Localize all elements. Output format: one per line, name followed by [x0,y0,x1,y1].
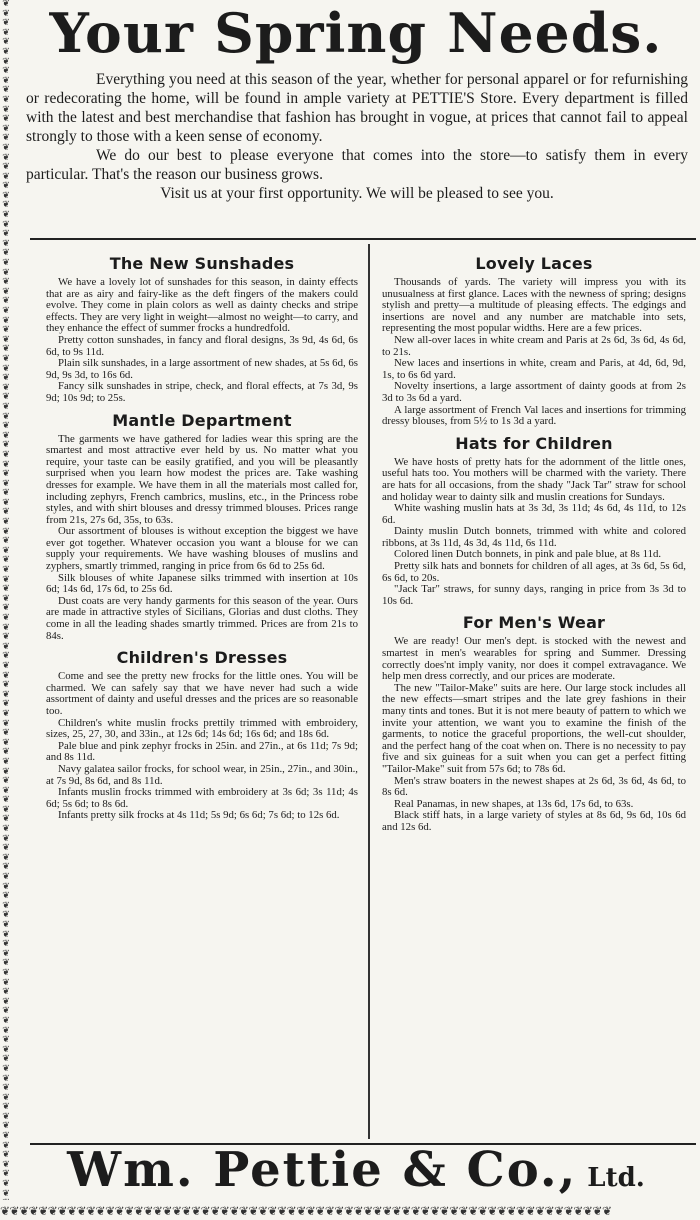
section-paragraph: Pale blue and pink zephyr frocks in 25in. and 27in., at 6s 11d; 7s 9d; and 8s 11d. [46,739,358,764]
section-paragraph: Black stiff hats, in a large variety of styles at 8s 6d, 9s 6d, 10s 6d and 12s 6d. [382,809,686,833]
section-paragraph: New laces and insertions in white, cream and Paris, at 4d, 6d, 9d, 1s, to 6s 6d yard. [382,357,686,381]
section-paragraph: A large assortment of French Val laces and insertions for trimming dressy blouses, from 5½ to 1s 3d a yard. [382,403,686,428]
right-column [374,240,696,1143]
section-paragraph: Thousands of yards. The variety will impress you with its unusualness at first glance. Laces with the newness of spring; designs stylish and pretty—a multitude of pleasing effects. The edgings and insertions are novel and any number are matchable into sets, representing the most popular widths. Here are a few prices. [382,276,686,335]
section-sunshades [46,254,358,405]
section-title: Lovely Laces [475,254,593,273]
intro-paragraph: Visit us at your first opportunity. We will be pleased to see you. [160,185,554,202]
left-column [30,240,366,1143]
section-lovely-laces [382,254,686,428]
section-paragraph: The garments we have gathered for ladies wear this spring are the smartest and most attractive ever held by us. No matter what you require, your taste can be easily gratified, and you will be pleasantly surprised when you learn how modest the prices are. Take washing dresses for example. We have them in all the materials most called for, including zephyrs, French cambrics, muslins, etc., in the Princess robe styles, and with shirt blouses and dressy trimmed blouses. Prices range from 21s, 27s 6d, 35s, to 63s. [46,432,358,526]
section-title: Hats for Children [455,433,613,453]
section-paragraph: Infants pretty silk frocks at 4s 11d; 5s 9d; 6s 6d; 7s 6d; to 12s 6d. [58,809,340,822]
section-paragraph: Dust coats are very handy garments for this season of the year. Ours are made in attractive styles of Sicilians, Glorias and dust cloths. They come in all the leading shades smartly trimmed. Prices are from 21s to 84s. [46,594,358,642]
section-paragraph: Navy galatea sailor frocks, for school wear, in 25in., 27in., and 30in., at 7s 9d, 8s 6d, and 8s 11d. [46,762,358,787]
section-childrens-dresses [46,648,358,822]
section-paragraph: New all-over laces in white cream and Paris at 2s 6d, 3s 6d, 4s 6d, to 21s. [382,333,686,358]
headline: Your Spring Needs. [49,1,663,65]
column-divider [368,244,370,1139]
company-signature [16,1142,696,1202]
section-hats-for-children [382,434,686,608]
section-paragraph: We have a lovely lot of sunshades for this season, in dainty effects that are as airy and fairy-like as the deft fingers of the makers could evolve. They come in plain colors as well as dainty checks and stripe effects. They are very light in weight—almost no weight—to carry, and they enhance the effect of summer frocks a hundredfold. [46,276,358,335]
company-name: Wm. Pettie & Co., [67,1142,578,1198]
section-mens-wear [382,613,686,833]
section-paragraph: "Jack Tar" straws, for sunny days, ranging in price from 3s 3d to 10s 6d. [382,583,686,607]
intro-paragraph: We do our best to please everyone that comes into the store—to satisfy them in every particular. That's the reason our business grows. [26,147,688,183]
ornament-border-left: ❦ ❦ ❦ ❦ ❦ ❦ ❦ ❦ ❦ ❦ ❦ ❦ ❦ ❦ ❦ ❦ ❦ ❦ ❦ ❦ ❦ ❦ ❦ ❦ ❦ ❦ ❦ ❦ ❦ ❦ ❦ ❦ ❦ ❦ ❦ ❦ ❦ ❦ ❦ ❦ ❦ ❦ ❦ ❦ ❦ ❦ ❦ ❦ ❦ ❦ ❦ ❦ ❦ ❦ ❦ ❦ ❦ ❦ ❦ ❦ ❦ ❦ ❦ ❦ ❦ ❦ ❦ ❦ ❦ ❦ ❦ ❦ ❦ ❦ ❦ ❦ ❦ ❦ ❦ ❦ ❦ ❦ ❦ ❦ ❦ ❦ ❦ ❦ ❦ ❦ ❦ ❦ ❦ ❦ ❦ ❦ ❦ ❦ ❦ ❦ ❦ ❦ ❦ ❦ ❦ ❦ ❦ ❦ ❦ ❦ ❦ ❦ ❦ ❦ ❦ ❦ ❦ ❦ ❦ ❦ ❦ ❦ ❦ ❦ ❦ [2,0,10,1199]
section-paragraph: We are ready! Our men's dept. is stocked with the newest and smartest in men's wearables for spring and Summer. Dressing correctly does'nt imply vanity, nor does it compel extravagance. We help men dress correctly, and our prices are moderate. [382,635,686,683]
section-paragraph: The new "Tailor-Make" suits are here. Our large stock includes all the new effects—smart stripes and the late grey fashions in their many tints and tones. But it is not mere beauty of pattern to which we invite your attention, we want you to examine the finish of the garments, to notice the graceful proportions, the well-cut shoulder, and the perfect hang of the coat when on. There is no necessity to pay five and six guineas for a suit when you can get a perfect fitting "Tailor-Make" suit from 57s 6d; to 78s 6d. [382,681,686,775]
section-paragraph: Real Panamas, in new shapes, at 13s 6d, 17s 6d, to 63s. [394,797,634,810]
ornament-border-bottom: ❦❦❦❦❦❦❦❦❦❦❦❦❦❦❦❦❦❦❦❦❦❦❦❦❦❦❦❦❦❦❦❦❦❦❦❦❦❦❦❦❦❦❦❦❦❦❦❦❦❦❦❦❦❦❦❦❦❦❦❦❦❦❦❦ [0,1204,612,1218]
section-paragraph: White washing muslin hats at 3s 3d, 3s 11d; 4s 6d, 4s 11d, to 12s 6d. [382,502,686,526]
advertisement [16,0,696,1200]
section-mantle-department [46,411,358,643]
section-title: For Men's Wear [462,613,606,633]
section-title: Children's Dresses [116,648,288,668]
company-suffix: Ltd. [587,1163,645,1193]
section-paragraph: Our assortment of blouses is without exception the biggest we have ever got together. Whatever occasion you want a blouse for we can supply your requirements. We have washing blouses of muslins and zyphers, smartly trimmed, ranging in price from 6s 6d to 25s 6d. [46,525,358,573]
section-paragraph: Children's white muslin frocks prettily trimmed with embroidery, sizes, 25, 27, 30, and 33in., at 12s 6d; 14s 6d; 16s 6d; and 18s 6d. [46,716,358,741]
section-paragraph: Silk blouses of white Japanese silks trimmed with insertion at 10s 6d; 14s 6d, 17s 6d, to 25s 6d. [46,571,358,596]
intro-paragraph: Everything you need at this season of the year, whether for personal apparel or for refurnishing or redecorating the home, will be found in ample variety at PETTIE'S Store. Every department is filled with the latest and best merchandise that fashion has brought in vogue, at prices that cannot fail to appeal strongly to those with a keen sense of economy. [26,71,688,145]
section-paragraph: Plain silk sunshades, in a large assortment of new shades, at 5s 6d, 6s 9d, 9s 3d, to 16s 6d. [46,357,358,381]
section-paragraph: Men's straw boaters in the newest shapes at 2s 6d, 3s 6d, 4s 6d, to 8s 6d. [382,774,686,799]
departments-panel [30,238,696,1145]
section-title: The New Sunshades [109,254,295,273]
section-paragraph: Dainty muslin Dutch bonnets, trimmed with white and colored ribbons, at 3s 11d, 4s 3d, 4s 11d, 6s 11d. [382,525,686,549]
intro [16,66,696,203]
section-paragraph: Fancy silk sunshades in stripe, check, and floral effects, at 7s 3d, 9s 9d; 10s 9d; to 25s. [46,380,358,404]
section-paragraph: Pretty silk hats and bonnets for children of all ages, at 3s 6d, 5s 6d, 6s 6d, to 20s. [382,560,686,584]
section-paragraph: Novelty insertions, a large assortment of dainty goods at from 2s 3d to 3s 6d a yard. [382,380,686,404]
section-paragraph: Colored linen Dutch bonnets, in pink and pale blue, at 8s 11d. [394,548,662,561]
section-paragraph: Pretty cotton sunshades, in fancy and floral designs, 3s 9d, 4s 6d, 6s 6d, to 9s 11d. [46,333,358,358]
section-paragraph: Infants muslin frocks trimmed with embroidery at 3s 6d; 3s 11d; 4s 6d; 5s 6d; to 8s 6d. [46,786,358,810]
section-title: Mantle Department [112,410,292,430]
section-paragraph: We have hosts of pretty hats for the adornment of the little ones, useful hats too. You mothers will be charmed with the variety. There are hats for all occasions, from the shady "Jack Tar" straw for school and holiday wear to dainty silk and muslin creations for Sundays. [382,455,686,503]
section-paragraph: Come and see the pretty new frocks for the little ones. You will be charmed. We can safely say that we have never had such a wide assortment of dainty and useful dresses and the prices are so reasonable too. [46,670,358,717]
